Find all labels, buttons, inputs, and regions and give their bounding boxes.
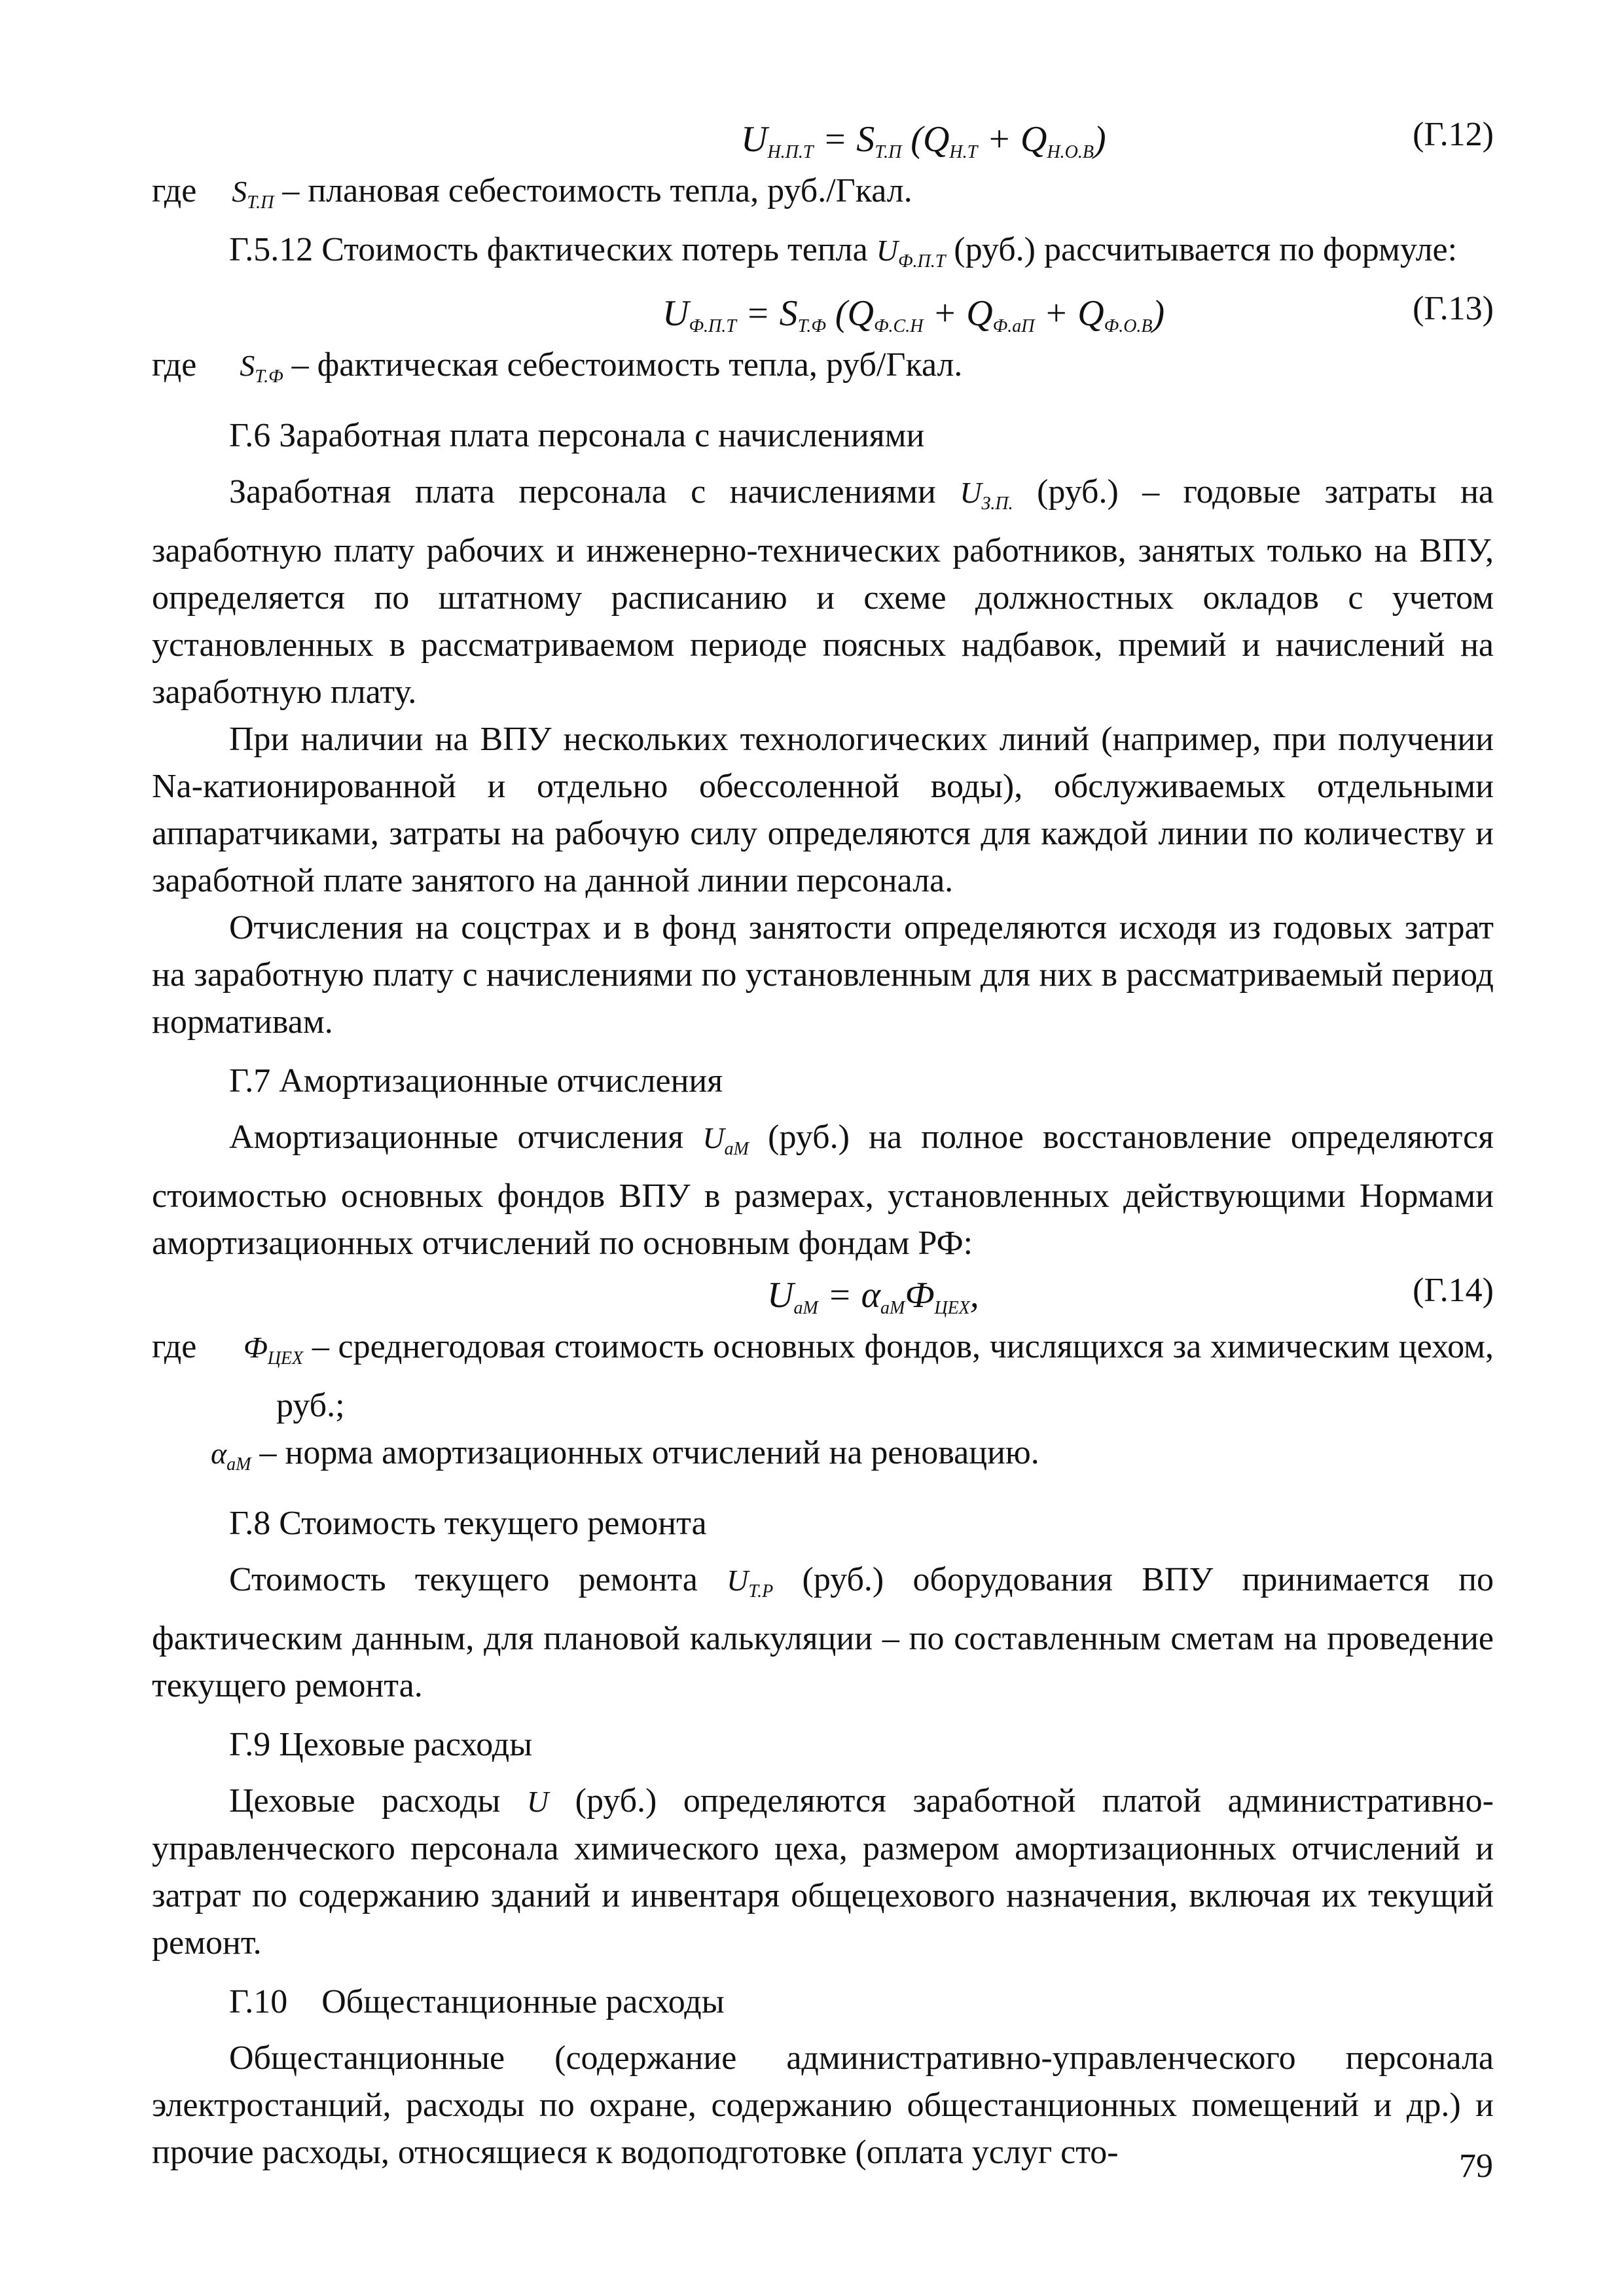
where-word: где — [152, 346, 197, 384]
paragraph-g6-deductions: Отчисления на соцстрах и в фонд занятости определяются исходя из годовых затрат на заработную плату с начислениями по установленным для них в рассматриваемый период нормативам. — [152, 909, 1494, 1041]
paragraph-g6-salary — [152, 469, 1494, 716]
paren: ( — [901, 119, 923, 160]
equation-number: (Г.13) — [1413, 290, 1494, 327]
symbol-u: U — [702, 1121, 725, 1155]
text: (руб.) рассчитывается по формуле: — [945, 231, 1458, 268]
subscript: Ф.аП — [992, 316, 1035, 336]
section-heading-g7: Г.7 Амортизационные отчисления — [229, 1062, 723, 1100]
subscript: Н.О.В — [1047, 142, 1094, 162]
symbol-phi: Ф — [905, 1275, 935, 1316]
subscript: Т.П — [875, 142, 902, 162]
symbol-q: Q — [1077, 293, 1104, 334]
paragraph-g8-repair — [152, 1556, 1494, 1710]
section-heading-g9: Г.9 Цеховые расходы — [229, 1726, 533, 1763]
formula-g14 — [152, 1267, 1494, 1323]
operator: + — [1034, 293, 1078, 334]
paragraph-g7-amortization — [152, 1114, 1494, 1267]
section-heading-g6: Г.6 Заработная плата персонала с начислениями — [229, 417, 925, 454]
definition-text: – фактическая себестоимость тепла, руб/Гкал. — [283, 346, 963, 384]
subscript: ЦЕХ — [267, 1348, 304, 1369]
operator: + — [977, 119, 1020, 160]
symbol-u: U — [767, 1275, 794, 1316]
definition-text: – плановая себестоимость тепла, руб./Гкал. — [274, 172, 912, 209]
paren: ( — [825, 293, 848, 334]
page-content — [152, 111, 1494, 2176]
symbol-u: U — [741, 119, 768, 160]
text: Стоимость текущего ремонта — [229, 1561, 727, 1598]
formula-g14-expression — [767, 1267, 979, 1336]
paragraph-g6-lines: При наличии на ВПУ нескольких технологических линий (например, при получении Na-катионированной и отдельно обессоленной воды), обслуживаемых отдельными аппаратчиками, затраты на рабочую силу определяются для каждой линии по количеству и заработной плате занятого на данной линии персонала. — [152, 721, 1494, 899]
paragraph-g9-shop-expenses — [152, 1778, 1494, 1967]
equation-number: (Г.12) — [1413, 116, 1494, 153]
subscript: ЦЕХ — [934, 1298, 970, 1318]
symbol-s: S — [856, 119, 875, 160]
paren: ) — [1152, 293, 1165, 334]
page-number: 79 — [1459, 2147, 1493, 2185]
operator: = — [736, 293, 780, 334]
subscript: Ф.О.В — [1104, 316, 1153, 336]
subscript: Т.Р — [748, 1581, 774, 1602]
subscript: Н.П.Т — [767, 142, 814, 162]
paragraph-g5-12 — [152, 226, 1494, 285]
symbol-s: S — [779, 293, 798, 334]
paren: ) — [1094, 119, 1106, 160]
symbol-alpha: α — [861, 1275, 880, 1316]
symbol-q: Q — [966, 293, 993, 334]
subscript: Ф.П.Т — [689, 316, 736, 336]
subscript: аМ — [226, 1454, 251, 1475]
symbol-s: S — [232, 175, 247, 208]
paragraph-g10-station-expenses: Общестанционные (содержание административно-управленческого персонала электростанций, расходы по охране, содержанию общестанционных помещений и др.) и прочие расходы, относящиеся к водоподготовке (оплата услуг сто- — [152, 2039, 1494, 2171]
text: (руб.) на полное восстановление определяются стоимостью основных фондов ВПУ в размерах, установленных действующими Нормами амортизационных отчислений по основным фондам РФ: — [152, 1119, 1494, 1262]
operator: = — [818, 1275, 861, 1316]
text: (руб.) оборудования ВПУ принимается по фактическим данным, для плановой калькуляции – по составленным сметам на проведение текущего ремонта. — [152, 1561, 1494, 1704]
symbol-u: U — [876, 234, 898, 267]
formula-g13-expression — [662, 285, 1164, 355]
where-word: где — [152, 172, 197, 209]
text: (руб.) – годовые затраты на заработную плату рабочих и инженерно-технических работников, занятых только на ВПУ, определяется по штатному расписанию и схеме должностных окладов с учетом установленных в рассматриваемом периоде поясных надбавок, премий и начислений на заработную плату. — [152, 473, 1494, 711]
text: Г.5.12 Стоимость фактических потерь тепла — [229, 231, 876, 268]
text: Заработная плата персонала с начислениями — [229, 473, 960, 511]
definition-phi-cex — [152, 1323, 1494, 1429]
formula-g12 — [152, 111, 1494, 168]
subscript: Н.Т — [949, 142, 978, 162]
subscript: Т.Ф — [797, 316, 826, 336]
subscript: аМ — [793, 1298, 818, 1318]
symbol-alpha: α — [211, 1437, 227, 1470]
definition-text: – норма амортизационных отчислений на реновацию. — [251, 1434, 1039, 1471]
text: Цеховые расходы — [229, 1782, 527, 1820]
symbol-u: U — [727, 1564, 749, 1597]
subscript: Ф.С.Н — [874, 316, 924, 336]
symbol-q: Q — [922, 119, 950, 160]
text: Амортизационные отчисления — [229, 1119, 703, 1156]
symbol-u: U — [960, 476, 982, 509]
subscript: Т.Ф — [255, 367, 283, 387]
formula-g12-expression — [741, 111, 1106, 181]
operator: + — [923, 293, 967, 334]
subscript: аМ — [724, 1139, 749, 1159]
where-word: где — [152, 1328, 197, 1365]
symbol-q: Q — [847, 293, 874, 334]
subscript: Ф.П.Т — [897, 251, 946, 272]
formula-g13 — [152, 285, 1494, 342]
subscript: Т.П — [247, 192, 274, 213]
definition-alpha-am — [152, 1429, 1494, 1488]
section-heading-g8: Г.8 Стоимость текущего ремонта — [229, 1505, 707, 1542]
subscript: З.П. — [981, 493, 1013, 514]
operator: = — [813, 119, 857, 160]
symbol-q: Q — [1020, 119, 1047, 160]
text: (руб.) определяются заработной платой административно-управленческого персонала химического цеха, размером амортизационных отчислений и затрат по содержанию зданий и инвентаря общецехового назначения, включая их текущий ремонт. — [152, 1782, 1494, 1962]
subscript: аМ — [880, 1298, 905, 1318]
definition-text: – среднегодовая стоимость основных фондов, числящихся за химическим цехом, руб.; — [276, 1328, 1494, 1424]
section-heading-g10: Г.10 Общестанционные расходы — [229, 1983, 725, 2020]
equation-number: (Г.14) — [1413, 1272, 1494, 1309]
symbol-u: U — [662, 293, 689, 334]
symbol-u: U — [526, 1785, 549, 1818]
punctuation: , — [969, 1275, 979, 1316]
symbol-phi: Ф — [243, 1331, 268, 1364]
symbol-s: S — [240, 349, 255, 382]
